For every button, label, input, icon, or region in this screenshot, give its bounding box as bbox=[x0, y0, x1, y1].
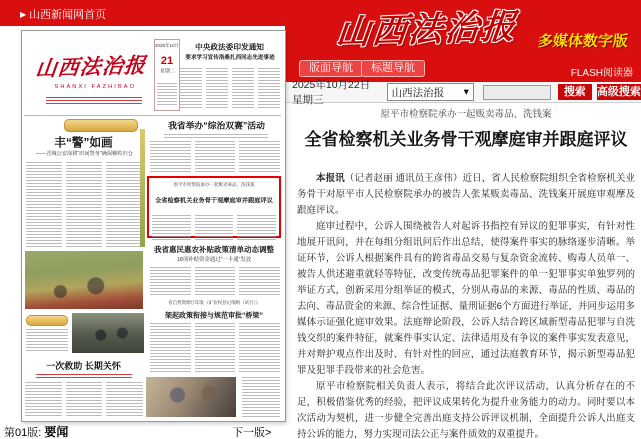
article-body bbox=[297, 171, 635, 439]
home-link-label: 山西新闻网首页 bbox=[29, 9, 107, 21]
cornfield-photo bbox=[25, 251, 143, 309]
front-page-thumbnail[interactable] bbox=[21, 30, 286, 422]
title-nav-button[interactable]: 标题导航 bbox=[361, 60, 425, 77]
article-paragraph: 原平市检察院相关负责人表示，将结合此次评议活动，认真分析存在的不足，积极借鉴优秀的经验，把评议成果转化为提升业务能力的动力。同时要以本次活动为契机，进一步健全完善出庭支持公诉评议机制，全面提升公诉人出庭支持公诉的能力，努力实现司法公正与案件质效的双重提升。 bbox=[297, 381, 635, 439]
gold-ribbon bbox=[64, 119, 138, 132]
paper-select[interactable] bbox=[387, 83, 474, 101]
advanced-search-button[interactable]: 高级搜索 bbox=[596, 86, 641, 98]
thumb-text-columns bbox=[180, 68, 280, 109]
chevron-down-icon: ▾ bbox=[463, 86, 469, 98]
article bbox=[297, 106, 635, 439]
thumb-text-columns bbox=[150, 267, 280, 295]
page-nav-button[interactable]: 版面导航 bbox=[299, 60, 363, 77]
thumb-text-columns bbox=[150, 141, 280, 173]
search-button[interactable]: 搜索 bbox=[558, 84, 592, 100]
thumb-text-columns bbox=[150, 323, 280, 373]
article-paragraph: 庭审过程中，公诉人围绕被告人对起诉书指控有异议的犯罪事实，有针对性地展开讯问，并在每组分组讯问后作出总结，使得案件事实的脉络逐步清晰。举证环节，公诉人根据案件具有的跨省毒品交易与复杂资金流转、购毒人员单一、被告人供述避重就轻等特征，改变传统毒品犯罪案件的单一犯罪事实单独罗列的举证方式，创新采用分组举证的模式，分别从毒品的来源、毒品的性质、毒品的去向、毒品资金的来源、综合性证据、量刑证据6个方面进行举证，并同步运用多媒体示证强化庭审效果。法庭辩论阶段，公诉人结合跨区域新型毒品犯罪与自洗钱交织的案件特征，就案件事实认定、法律适用及有争议的案件事实发表意见，并对辩护观点作出及时、有针对性的回应，通过法庭教育环节，揭示新型毒品犯罪及犯罪手段带来的社会危害。 bbox=[297, 221, 635, 376]
article-title: 全省检察机关业务骨干观摩庭审并跟庭评议 bbox=[304, 130, 628, 149]
thumb-headline-top2: 要求学习宣传洛桑扎西同志先进事迹 bbox=[185, 54, 275, 61]
flash-reader-link[interactable]: FLASH阅读器 bbox=[570, 68, 633, 79]
thumb-subtitle-zongzhi bbox=[164, 134, 268, 138]
thumb-divider bbox=[24, 115, 281, 116]
paper-select-value: 山西法治报 bbox=[391, 86, 445, 99]
date-label: 2025年10月22日 星期三 bbox=[292, 79, 371, 106]
play-icon: ▶ bbox=[20, 9, 27, 19]
thumb-kicker-kuang: 省自然资源厅印发《矿业权登记细则（试行）》 bbox=[167, 300, 261, 305]
highlighted-article-box[interactable] bbox=[147, 176, 281, 238]
edition-link[interactable] bbox=[4, 423, 68, 439]
thumb-headline-top1: 中央政法委印发通知 bbox=[195, 42, 265, 52]
next-page-link[interactable]: 下一版> bbox=[232, 427, 272, 439]
thumb-headline-qiaoliang: 架起政策衔接与规范审批“桥梁” bbox=[165, 311, 263, 320]
indoor-photo bbox=[146, 377, 236, 417]
thumb-text-columns bbox=[26, 162, 142, 247]
thumb-text-columns bbox=[242, 377, 280, 417]
thumb-subtitle-huimin: 18项补贴资金通过“一卡通”发放 bbox=[176, 256, 252, 263]
edition-name: 要闻 bbox=[44, 425, 69, 439]
home-link[interactable] bbox=[20, 6, 106, 22]
thumb-masthead-pinyin: SHANXI FAZHIBAO bbox=[54, 83, 136, 90]
thumb-date-box bbox=[154, 39, 180, 111]
thumb-headline-jiuzhu: 一次救助 长期关怀 bbox=[46, 361, 122, 372]
thumb-subtitle-feng: ——晋城公安深耕“田间警务”确保颗粒归仓 bbox=[35, 151, 133, 157]
thumb-headline-huimin: 我省惠民惠农补贴政策清单动态调整 bbox=[154, 246, 274, 255]
thumb-date-month: 2025年10月 bbox=[154, 43, 180, 48]
gold-label bbox=[26, 315, 68, 326]
thumb-text-columns bbox=[25, 382, 143, 416]
thumb-headline-zongzhi: 我省举办“综治双赛”活动 bbox=[167, 121, 265, 131]
thumb-headline-feng: 丰“警”如画 bbox=[54, 135, 114, 150]
article-kicker: 原平市检察院承办一起贩卖毒品、洗钱案 bbox=[380, 109, 552, 120]
article-paragraph: 本报讯（记者赵丽 通讯员王彦伟）近日，省人民检察院组织全省检察机关业务骨干对原平市人民检察院承办的被告人张某贩卖毒品、洗钱案开展庭审观摩及跟庭评议。 bbox=[297, 173, 635, 216]
edition-prefix: 第01版: bbox=[4, 427, 42, 439]
thumb-subtitle-jiuzhu bbox=[36, 374, 132, 378]
thumb-text-columns bbox=[26, 329, 68, 353]
gutter-photo-strip bbox=[140, 129, 145, 247]
search-input[interactable] bbox=[483, 85, 551, 100]
thumb-masthead-info-lines bbox=[46, 97, 142, 105]
thumb-text-columns bbox=[152, 215, 276, 242]
thumb-date-day: 21 bbox=[160, 55, 174, 67]
edition-label: 多媒体数字版 bbox=[536, 33, 629, 50]
highlight-title: 全省检察机关业务骨干观摩庭审并跟庭评议 bbox=[155, 197, 273, 205]
thumb-date-weekday: 星期二 bbox=[159, 68, 175, 74]
lead-label: 本报讯 bbox=[316, 173, 345, 184]
reeds-photo bbox=[72, 313, 144, 353]
thumb-date-info-lines bbox=[157, 83, 177, 107]
highlight-kicker: 原平市检察院承办一起贩卖毒品、洗钱案 bbox=[173, 182, 255, 187]
thumb-masthead: 山西法治报 bbox=[34, 52, 148, 81]
paper-logo: 山西法治报 bbox=[334, 6, 520, 54]
masthead-banner bbox=[285, 0, 641, 57]
search-toolbar bbox=[285, 79, 641, 106]
